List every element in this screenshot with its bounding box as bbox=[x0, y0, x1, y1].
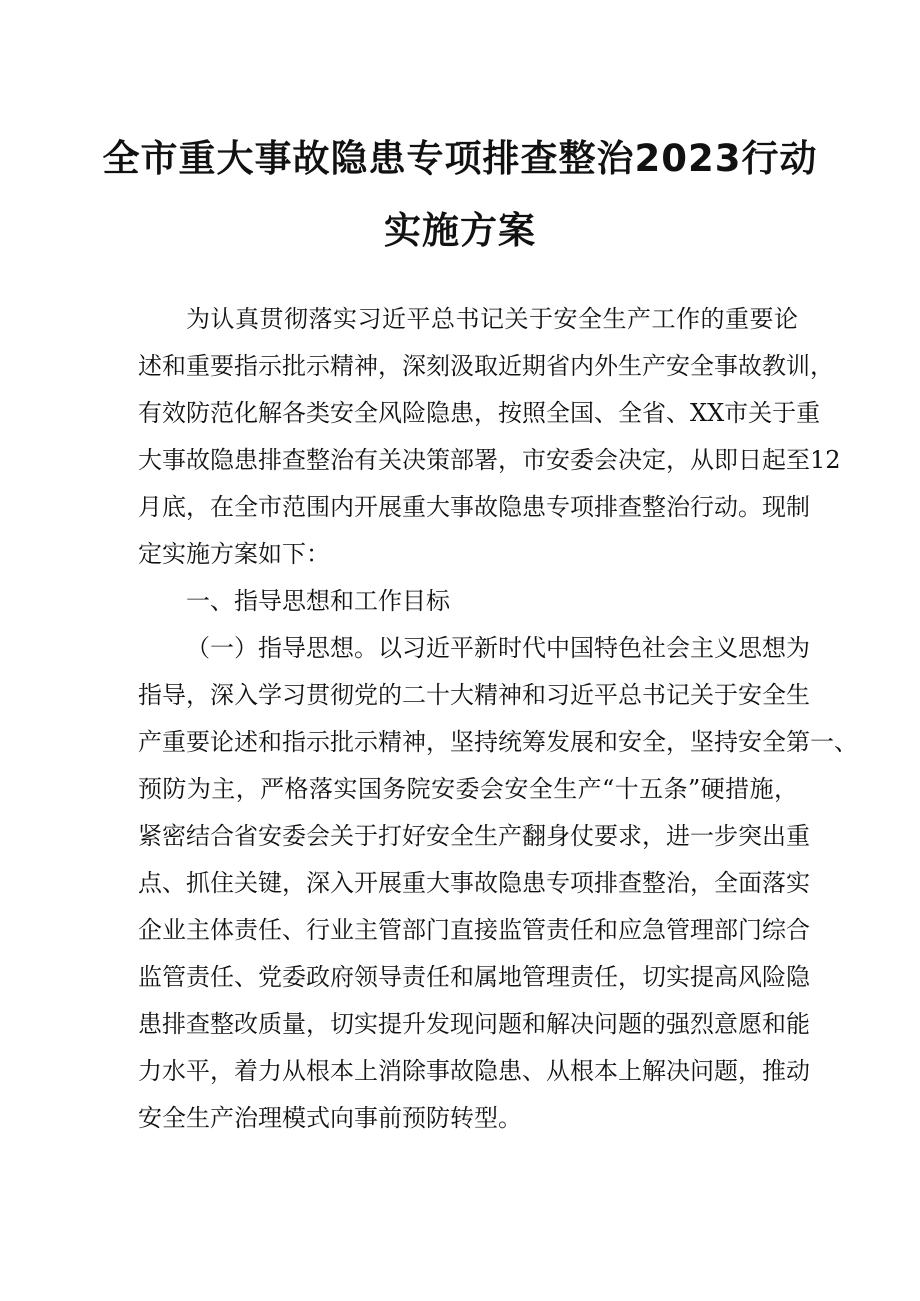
intro-line: 月底，在全市范围内开展重大事故隐患专项排查整治行动。现制 bbox=[138, 493, 810, 521]
intro-line: 述和重要指示批示精神，深刻汲取近期省内外生产安全事故教训， bbox=[138, 352, 834, 380]
guiding-line: 点、抓住关键，深入开展重大事故隐患专项排查整治，全面落实 bbox=[138, 869, 810, 897]
section-1-heading: 一、指导思想和工作目标 bbox=[186, 587, 450, 615]
guiding-line: 紧密结合省安委会关于打好安全生产翻身仗要求，进一步突出重 bbox=[138, 822, 810, 850]
intro-line: 定实施方案如下： bbox=[138, 540, 330, 568]
guiding-line: （一）指导思想。以习近平新时代中国特色社会主义思想为 bbox=[186, 634, 810, 662]
guiding-line: 监管责任、党委政府领导责任和属地管理责任，切实提高风险隐 bbox=[138, 963, 810, 991]
intro-line: 为认真贯彻落实习近平总书记关于安全生产工作的重要论 bbox=[186, 305, 798, 333]
guiding-line: 安全生产治理模式向事前预防转型。 bbox=[138, 1104, 522, 1132]
guiding-line: 产重要论述和指示批示精神，坚持统筹发展和安全，坚持安全第一、 bbox=[138, 728, 858, 756]
guiding-line: 患排查整改质量，切实提升发现问题和解决问题的强烈意愿和能 bbox=[138, 1010, 810, 1038]
guiding-thought-paragraph bbox=[138, 625, 858, 1142]
guiding-line: 预防为主，严格落实国务院安委会安全生产“十五条”硬措施， bbox=[138, 775, 798, 803]
intro-line: 有效防范化解各类安全风险隐患，按照全国、全省、XX市关于重 bbox=[138, 399, 821, 427]
document-title-line-1: 全市重大事故隐患专项排查整治2023行动 bbox=[102, 137, 818, 180]
guiding-line: 指导，深入学习贯彻党的二十大精神和习近平总书记关于安全生 bbox=[138, 681, 810, 709]
intro-paragraph bbox=[138, 296, 841, 578]
intro-line: 大事故隐患排查整治有关决策部署，市安委会决定，从即日起至12 bbox=[138, 446, 841, 474]
section-1-heading-block bbox=[138, 578, 798, 625]
guiding-line: 企业主体责任、行业主管部门直接监管责任和应急管理部门综合 bbox=[138, 916, 810, 944]
document-title-line-2: 实施方案 bbox=[384, 209, 536, 252]
guiding-line: 力水平，着力从根本上消除事故隐患、从根本上解决问题，推动 bbox=[138, 1057, 810, 1085]
